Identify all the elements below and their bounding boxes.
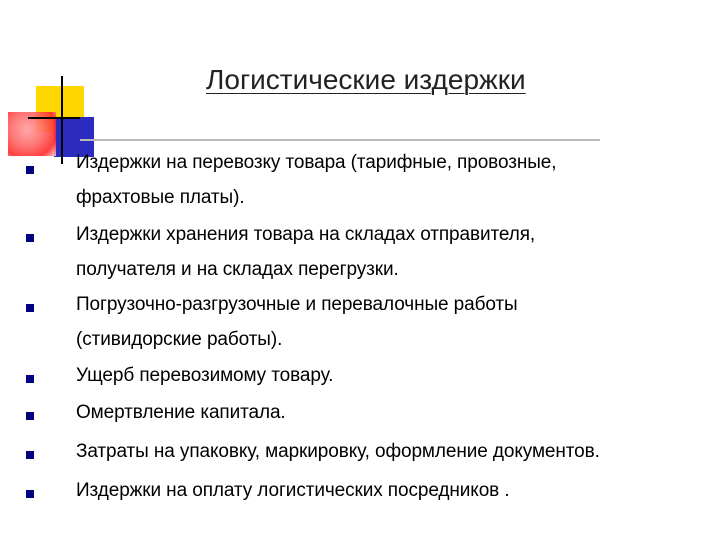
bullet-text <box>76 145 676 215</box>
square-bullet-icon <box>26 166 34 174</box>
square-bullet-icon <box>26 304 34 312</box>
bullet-line: Ущерб перевозимому товару. <box>76 365 334 386</box>
bullet-text <box>76 217 676 287</box>
bullet-line: Издержки на перевозку товара (тарифные, провозные, <box>76 152 557 173</box>
square-bullet-icon <box>26 412 34 420</box>
bullet-line: Затраты на упаковку, маркировку, оформление документов. <box>76 441 600 462</box>
slide-title: Логистические издержки <box>206 64 526 95</box>
square-bullet-icon <box>26 375 34 383</box>
bullet-line: Издержки хранения товара на складах отправителя, <box>76 224 536 245</box>
bullet-text <box>76 434 676 469</box>
bullet-line: Погрузочно-разгрузочные и перевалочные работы <box>76 294 518 315</box>
bullet-line: (стивидорские работы). <box>76 329 283 350</box>
bullet-text <box>76 395 676 430</box>
square-bullet-icon <box>26 234 34 242</box>
square-bullet-icon <box>26 490 34 498</box>
bullet-text <box>76 287 676 357</box>
square-bullet-icon <box>26 451 34 459</box>
bullet-line: получателя и на складах перегрузки. <box>76 259 399 280</box>
bullet-text <box>76 473 676 508</box>
bullet-line: фрахтовые платы). <box>76 187 245 208</box>
bullet-line: Омертвление капитала. <box>76 402 286 423</box>
bullet-line: Издержки на оплату логистических посредников . <box>76 480 510 501</box>
bullet-text <box>76 358 676 393</box>
